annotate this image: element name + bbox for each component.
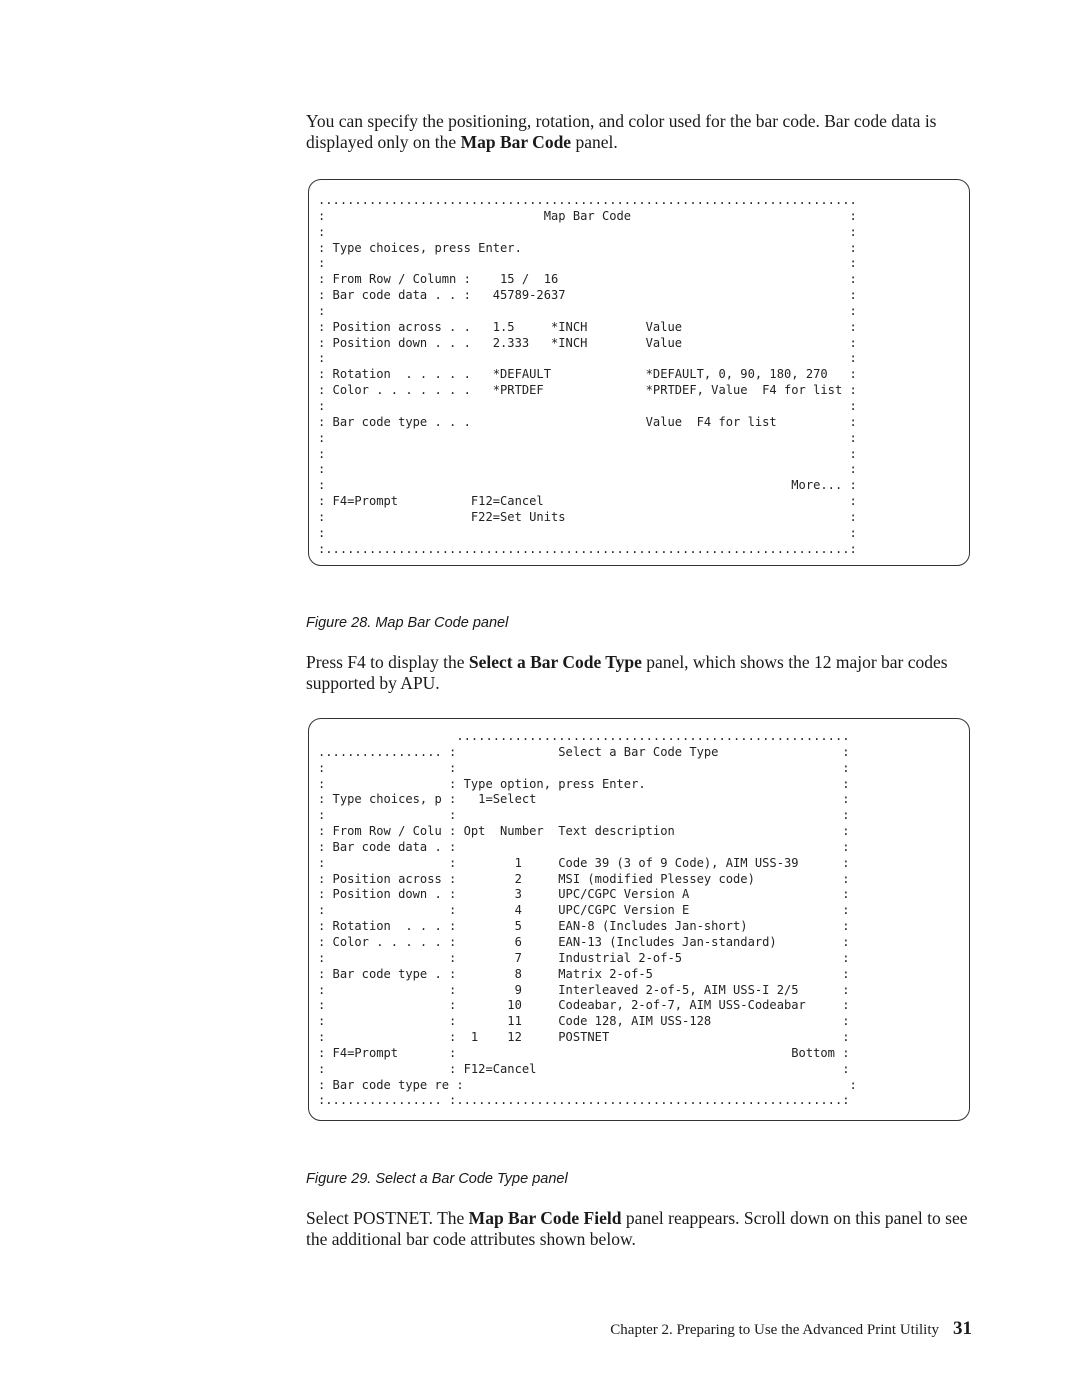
screen2-line: : : 10 Codeabar, 2-of-7, AIM USS-Codeabar : bbox=[318, 998, 850, 1013]
intro-bold: Map Bar Code bbox=[460, 132, 572, 152]
screen2-line: :................ :.....................................................: bbox=[318, 1093, 850, 1108]
para2-text: Press F4 to display the bbox=[306, 652, 469, 672]
para2-bold: Select a Bar Code Type bbox=[468, 652, 642, 672]
screen2-line: : : 7 Industrial 2-of-5 : bbox=[318, 950, 850, 965]
screen2-line: : Rotation . . . : 5 EAN-8 (Includes Jan-short) : bbox=[318, 919, 850, 934]
screen2-line: : : : bbox=[318, 760, 850, 775]
screen1-line: : Rotation . . . . . *DEFAULT *DEFAULT, 0, 90, 180, 270 : bbox=[318, 367, 857, 382]
screen2-line: : Position across : 2 MSI (modified Plessey code) : bbox=[318, 871, 850, 886]
screen1-line: : : bbox=[318, 462, 857, 477]
screen2-line: : : 4 UPC/CGPC Version E : bbox=[318, 903, 850, 918]
screen1-line: : : bbox=[318, 398, 857, 413]
para3-text: Select POSTNET. The bbox=[306, 1208, 469, 1228]
screen1-line: .......................................................................... bbox=[318, 193, 857, 207]
screen1-line: : : bbox=[318, 525, 857, 540]
screen1-line: : Bar code type . . . Value F4 for list : bbox=[318, 414, 857, 429]
screen2-line: : : Type option, press Enter. : bbox=[318, 776, 850, 791]
intro-text: You can specify the positioning, rotation, and color used for the bar code. Bar code data is displayed only on the bbox=[306, 111, 937, 152]
screen1-line: : Bar code data . . : 45789-2637 : bbox=[318, 288, 857, 303]
map-bar-code-screen-text bbox=[318, 193, 857, 557]
screen2-line: : : 11 Code 128, AIM USS-128 : bbox=[318, 1014, 850, 1029]
screen2-line: ...................................................... bbox=[318, 729, 850, 743]
select-bar-code-type-screen bbox=[308, 718, 970, 1121]
para3-bold: Map Bar Code Field bbox=[468, 1208, 622, 1228]
screen1-line: : Position across . . 1.5 *INCH Value : bbox=[318, 319, 857, 334]
figure-29-caption: Figure 29. Select a Bar Code Type panel bbox=[306, 1171, 568, 1187]
screen1-line: : : bbox=[318, 224, 857, 239]
intro-paragraph bbox=[306, 111, 976, 153]
screen2-line: ................. : Select a Bar Code Type : bbox=[318, 744, 850, 759]
screen1-line: : F22=Set Units : bbox=[318, 509, 857, 524]
screen1-line: : Position down . . . 2.333 *INCH Value : bbox=[318, 335, 857, 350]
para3-text-end: panel reappears. Scroll down on this panel to see the additional bar code attributes shown below. bbox=[306, 1208, 968, 1249]
screen2-line: : Type choices, p : 1=Select : bbox=[318, 792, 850, 807]
screen2-line: : : : bbox=[318, 808, 850, 823]
screen2-line: : Color . . . . . : 6 EAN-13 (Includes Jan-standard) : bbox=[318, 934, 850, 949]
screen1-line: : : bbox=[318, 446, 857, 461]
screen2-line: : F4=Prompt : Bottom : bbox=[318, 1045, 850, 1060]
select-postnet-paragraph bbox=[306, 1208, 976, 1250]
screen2-line: : Bar code data . : : bbox=[318, 839, 850, 854]
screen1-line: : More... : bbox=[318, 478, 857, 493]
screen1-line: : F4=Prompt F12=Cancel : bbox=[318, 494, 857, 509]
screen2-line: : : 9 Interleaved 2-of-5, AIM USS-I 2/5 : bbox=[318, 982, 850, 997]
screen1-line: : Type choices, press Enter. : bbox=[318, 240, 857, 255]
screen1-line: : : bbox=[318, 351, 857, 366]
footer-chapter: Chapter 2. Preparing to Use the Advanced Print Utility bbox=[610, 1322, 939, 1338]
select-bar-code-type-screen-text bbox=[318, 729, 857, 1109]
map-bar-code-screen bbox=[308, 179, 970, 566]
screen2-line: : Bar code type re : : bbox=[318, 1077, 857, 1092]
screen1-line: : From Row / Column : 15 / 16 : bbox=[318, 272, 857, 287]
screen1-line: :........................................................................: bbox=[318, 541, 857, 556]
screen2-line: : : 1 12 POSTNET : bbox=[318, 1030, 850, 1045]
press-f4-paragraph bbox=[306, 652, 976, 694]
screen1-line: : : bbox=[318, 256, 857, 271]
screen2-line: : : 1 Code 39 (3 of 9 Code), AIM USS-39 : bbox=[318, 855, 850, 870]
screen2-line: : Position down . : 3 UPC/CGPC Version A : bbox=[318, 887, 850, 902]
screen2-line: : : F12=Cancel : bbox=[318, 1061, 850, 1076]
intro-text-end: panel. bbox=[571, 132, 618, 152]
para2-text-end: panel, which shows the 12 major bar codes supported by APU. bbox=[306, 652, 948, 693]
screen2-line: : From Row / Colu : Opt Number Text description : bbox=[318, 824, 850, 839]
figure-28-caption: Figure 28. Map Bar Code panel bbox=[306, 615, 509, 631]
screen1-line: : : bbox=[318, 430, 857, 445]
screen2-line: : Bar code type . : 8 Matrix 2-of-5 : bbox=[318, 966, 850, 981]
screen1-line: : Map Bar Code : bbox=[318, 208, 857, 223]
screen1-line: : : bbox=[318, 303, 857, 318]
screen1-line: : Color . . . . . . . *PRTDEF *PRTDEF, Value F4 for list : bbox=[318, 383, 857, 398]
page-footer bbox=[610, 1318, 972, 1340]
page-number: 31 bbox=[953, 1318, 972, 1339]
